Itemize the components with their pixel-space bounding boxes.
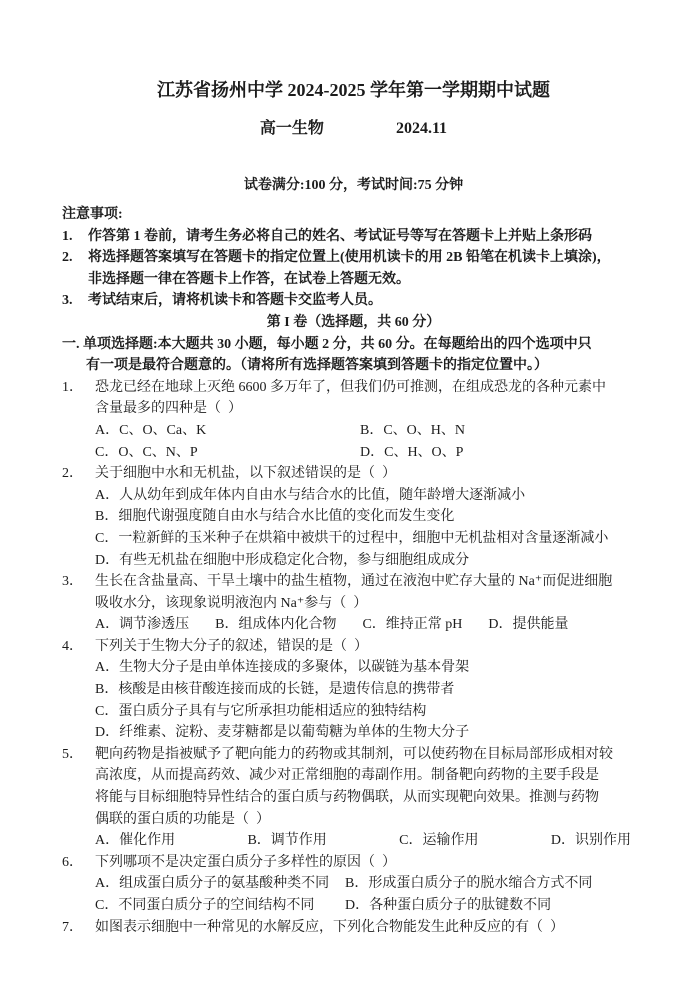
notice-item-text: 将选择题答案填写在答题卡的指定位置上(使用机读卡的用 2B 铅笔在机读卡上填涂)， [88, 250, 611, 266]
question-3 [62, 571, 645, 636]
option-d: D．有些无机盐在细胞中形成稳定化合物，参与细胞组成成分 [95, 552, 470, 568]
question-number: 6． [62, 854, 83, 870]
option-b: B．组成体内化合物 [215, 617, 337, 633]
question-stem-line: 下列哪项不是决定蛋白质分子多样性的原因（ ） [95, 854, 396, 870]
option-c: C．蛋白质分子具有与它所承担功能相适应的独特结构 [95, 703, 427, 719]
question-stem-line: 吸收水分，该现象说明液泡内 Na⁺参与（ ） [95, 595, 368, 611]
notice-item-2 [62, 247, 645, 290]
question-number: 2． [62, 466, 83, 482]
section-intro-line: 有一项是最符合题意的。（请将所有选择题答案填到答题卡的指定位置中。） [86, 358, 548, 374]
option-a: A．生物大分子是由单体连接成的多聚体，以碳链为基本骨架 [95, 660, 470, 676]
notice-item-text: 非选择题一律在答题卡上作答，在试卷上答题无效。 [88, 271, 410, 287]
question-number: 5． [62, 746, 83, 762]
option-a: A．C、O、Ca、K [95, 422, 207, 438]
option-d: D．各种蛋白质分子的肽键数不同 [345, 898, 552, 913]
notice-item-number: 1. [62, 228, 73, 244]
question-5 [62, 744, 645, 852]
question-2 [62, 463, 645, 571]
option-c: C．维持正常 pH [362, 617, 463, 633]
option-a: A．组成蛋白质分子的氨基酸种类不同 [95, 876, 330, 892]
option-a: A．催化作用 [95, 833, 176, 849]
question-number: 4． [62, 638, 83, 654]
option-b: B．C、O、H、N [360, 422, 466, 438]
option-c: C．不同蛋白质分子的空间结构不同 [95, 898, 315, 913]
question-stem-line: 靶向药物是指被赋予了靶向能力的药物或其制剂，可以使药物在目标局部形成相对较 [95, 746, 613, 762]
option-d: D．C、H、O、P [360, 444, 464, 460]
question-number: 1． [62, 379, 83, 395]
question-stem-line: 下列关于生物大分子的叙述，错误的是（ ） [95, 638, 368, 654]
notice-item-text: 考试结束后，请将机读卡和答题卡交监考人员。 [88, 293, 382, 309]
option-b: B．调节作用 [247, 833, 327, 849]
option-b: B．核酸是由核苷酸连接而成的长链，是遗传信息的携带者 [95, 682, 455, 698]
option-a: A．人从幼年到成年体内自由水与结合水的比值，随年龄增大逐渐减小 [95, 487, 526, 503]
question-1 [62, 377, 645, 463]
option-c: C．O、C、N、P [95, 444, 198, 460]
options-row [95, 873, 645, 916]
question-stem-line: 偶联的蛋白质的功能是（ ） [95, 811, 270, 827]
section-intro-line: 一. 单项选择题:本大题共 30 小题，每小题 2 分，共 60 分。在每题给出的四个选项中只 [62, 336, 592, 352]
question-stem-line: 如图表示细胞中一种常见的水解反应，下列化合物能发生此种反应的有（ ） [95, 919, 564, 935]
question-number: 7． [62, 919, 83, 935]
options-row [95, 614, 645, 636]
notice-item-1 [62, 226, 645, 248]
option-d: D．提供能量 [488, 617, 569, 633]
question-6 [62, 852, 645, 917]
question-stem-line: 恐龙已经在地球上灭绝 6600 多万年了，但我们仍可推测，在组成恐龙的各种元素中 [95, 379, 606, 395]
exam-subject: 高一生物 [259, 120, 324, 137]
notice-item-text: 作答第 1 卷前，请考生务必将自己的姓名、考试证号等写在答题卡上并贴上条形码 [88, 228, 592, 244]
exam-title: 江苏省扬州中学 2024-2025 学年第一学期期中试题 [157, 80, 550, 100]
question-stem-line: 生长在含盐量高、干旱土壤中的盐生植物，通过在液泡中贮存大量的 Na⁺而促进细胞 [95, 574, 613, 590]
option-b: B．形成蛋白质分子的脱水缩合方式不同 [345, 876, 593, 892]
notice-label: 注意事项: [62, 207, 123, 222]
exam-subtitle [62, 118, 645, 140]
option-c: C．运输作用 [399, 833, 479, 849]
notice-section [62, 204, 645, 312]
notice-item-number: 3. [62, 293, 73, 309]
question-stem-line: 高浓度，从而提高药效、减少对正常细胞的毒副作用。制备靶向药物的主要手段是 [95, 768, 599, 784]
option-a: A．调节渗透压 [95, 617, 190, 633]
option-d: D．识别作用 [550, 833, 631, 849]
question-4 [62, 636, 645, 744]
question-7 [62, 917, 645, 939]
section-heading: 第 I 卷（选择题，共 60 分） [266, 314, 441, 330]
question-stem-line: 含量最多的四种是（ ） [95, 401, 242, 417]
options-row [95, 830, 645, 852]
question-stem-line: 将能与目标细胞特异性结合的蛋白质与药物偶联，从而实现靶向效果。推测与药物 [95, 790, 599, 806]
option-c: C．一粒新鲜的玉米种子在烘箱中被烘干的过程中，细胞中无机盐相对含量逐渐减小 [95, 530, 609, 546]
option-b: B．细胞代谢强度随自由水与结合水比值的变化而发生变化 [95, 509, 455, 525]
question-stem-line: 关于细胞中水和无机盐，以下叙述错误的是（ ） [95, 466, 396, 482]
notice-item-number: 2. [62, 250, 73, 266]
exam-meta: 试卷满分:100 分，考试时间:75 分钟 [243, 178, 464, 193]
notice-item-3 [62, 290, 645, 312]
options-row [95, 420, 645, 463]
option-d: D．纤维素、淀粉、麦芽糖都是以葡萄糖为单体的生物大分子 [95, 725, 470, 741]
question-number: 3． [62, 574, 83, 590]
exam-date: 2024.11 [395, 120, 448, 137]
